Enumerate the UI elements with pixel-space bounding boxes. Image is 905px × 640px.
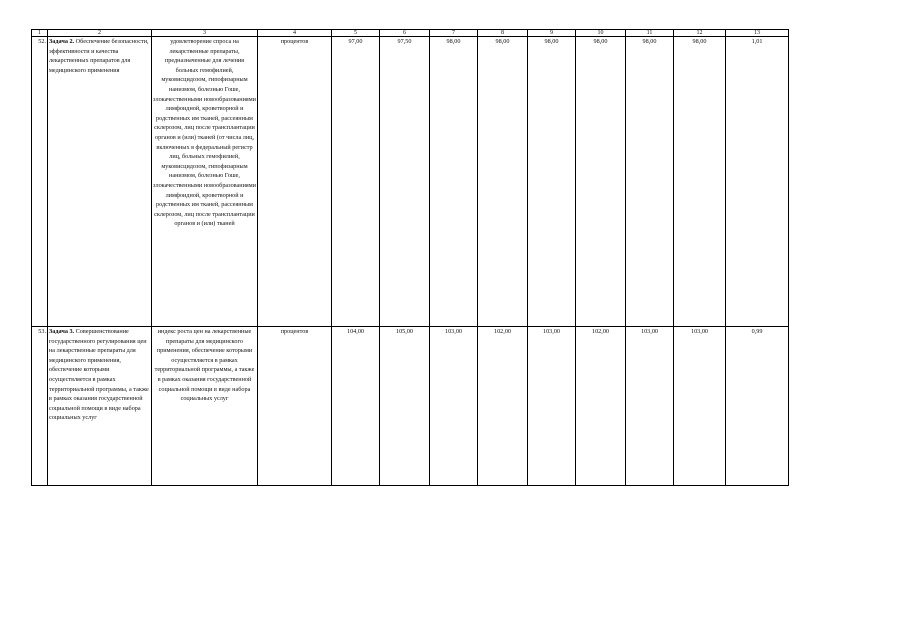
column-number: 2 [48,30,152,37]
unit-cell: процентов [258,37,332,327]
column-number: 12 [674,30,726,37]
indicator-cell: индекс роста цен на лекарственные препараты для медицинского применения, обеспечение которыми осуществляется в рамках территориальной программы, а также в рамках оказания государственной социальной помощи в виде набора социальных услуг [152,327,258,486]
column-number: 6 [380,30,430,37]
value-cell: 105,00 [380,327,430,486]
column-number: 3 [152,30,258,37]
value-cell: 97,50 [380,37,430,327]
task-title: Задача 2. [49,38,75,45]
column-number: 11 [626,30,674,37]
unit-cell: процентов [258,327,332,486]
task-cell [48,327,152,486]
task-title: Задача 3. [49,328,75,335]
value-cell: 103,00 [528,327,576,486]
column-number: 7 [430,30,478,37]
column-number: 10 [576,30,626,37]
value-cell: 104,00 [332,327,380,486]
value-cell: 98,00 [626,37,674,327]
value-cell: 102,00 [576,327,626,486]
table-row [32,37,789,327]
task-description: Обеспечение безопасности, эффективности и качества лекарственных препаратов для медицинского применения [49,38,149,74]
task-cell [48,37,152,327]
value-cell: 98,00 [528,37,576,327]
row-number: 52. [32,37,48,327]
value-cell: 97,00 [332,37,380,327]
ratio-cell: 1,01 [726,37,789,327]
column-number: 13 [726,30,789,37]
ratio-cell: 0,99 [726,327,789,486]
task-description: Совершенствование государственного регулирования цен на лекарственные препараты для медицинского применения, обеспечение которыми осуществляется в рамках территориальной программы, а также в рамках оказания государственной социальной помощи в виде набора социальных услуг [49,328,149,422]
indicators-table [31,29,789,486]
value-cell: 103,00 [430,327,478,486]
value-cell: 103,00 [674,327,726,486]
row-number: 53. [32,327,48,486]
value-cell: 103,00 [626,327,674,486]
column-number: 8 [478,30,528,37]
value-cell: 102,00 [478,327,528,486]
value-cell: 98,00 [576,37,626,327]
value-cell: 98,00 [430,37,478,327]
value-cell: 98,00 [478,37,528,327]
indicator-cell: удовлетворение спроса на лекарственные препараты, предназначенные для лечения больных гемофилией, муковисцидозом, гипофизарным нанизмом, болезнью Гоше, злокачественными новообразованиями лимфоидной, кроветворной и родственных им тканей, рассеянным склерозом, лиц после трансплантации органов и (или) тканей (от числа лиц, включенных в федеральный регистр лиц, больных гемофилией, муковисцидозом, гипофизарным нанизмом, болезнью Гоше, злокачественными новообразованиями лимфоидной, кроветворной и родственных им тканей, рассеянным склерозом, лиц после трансплантации органов и (или) тканей [152,37,258,327]
column-number: 9 [528,30,576,37]
column-number: 1 [32,30,48,37]
value-cell: 98,00 [674,37,726,327]
table-row [32,327,789,486]
column-number-row [32,30,789,37]
column-number: 5 [332,30,380,37]
column-number: 4 [258,30,332,37]
